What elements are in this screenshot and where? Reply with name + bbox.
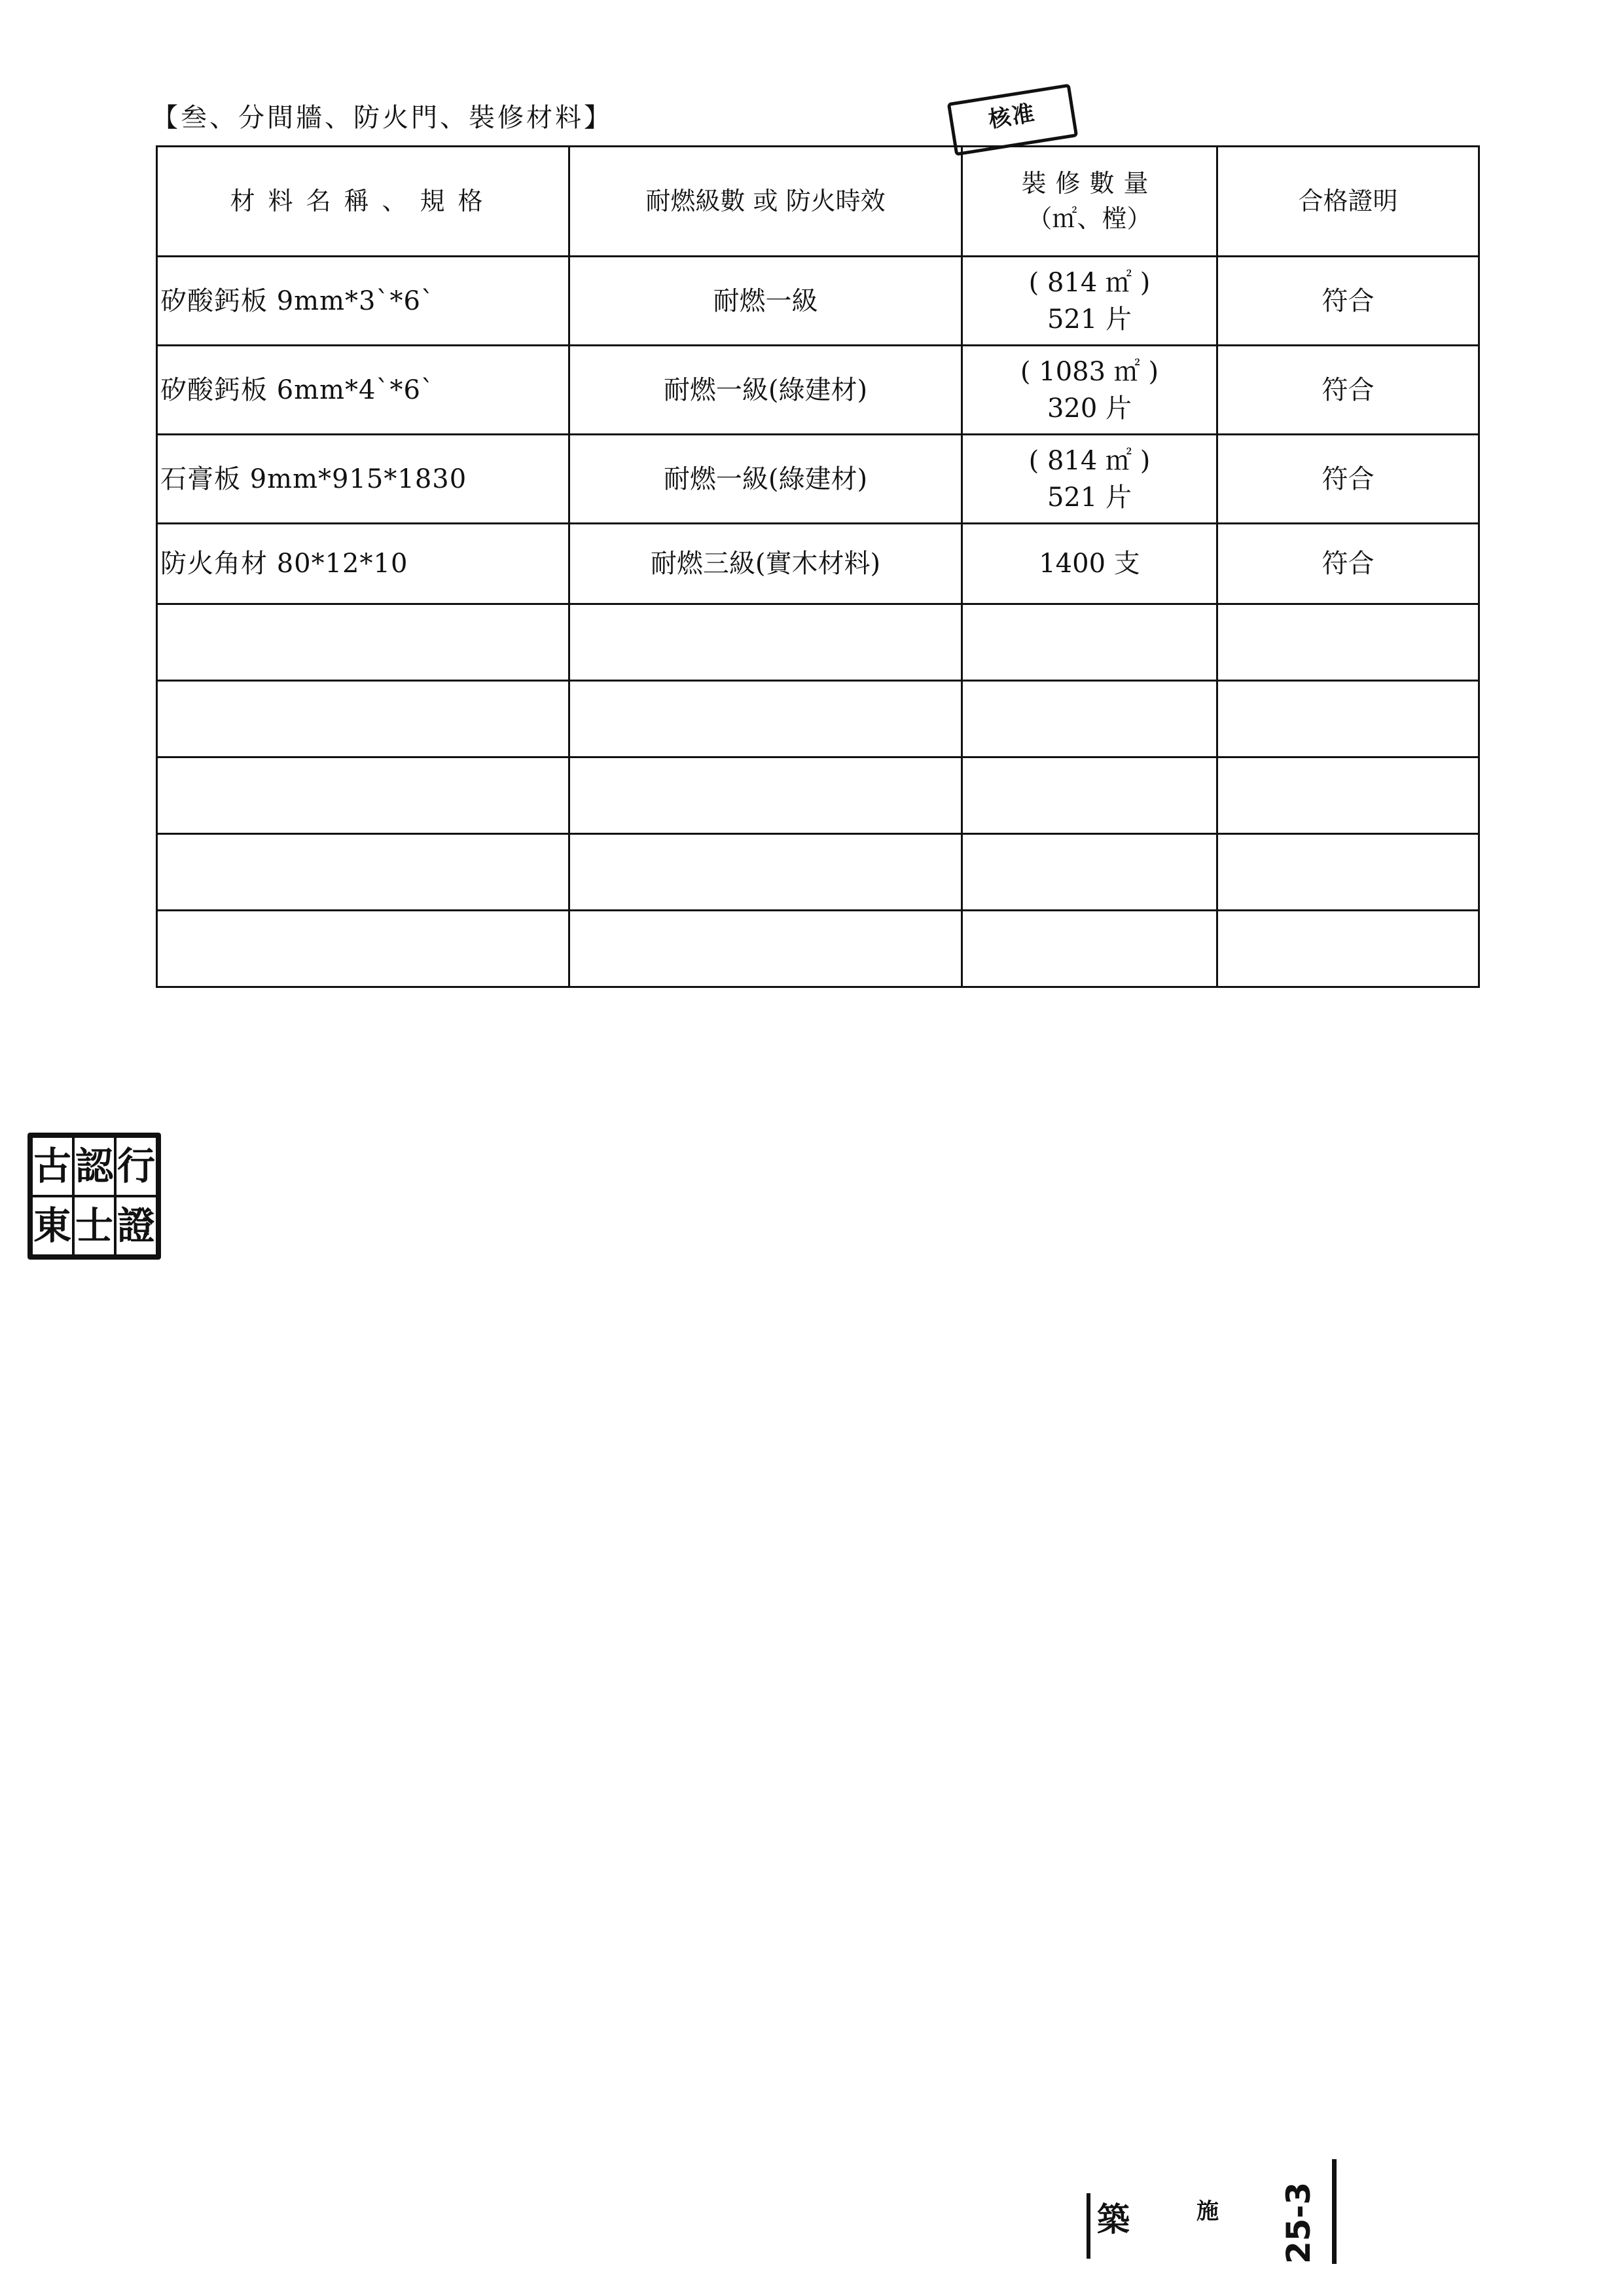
cell-certificate: 符合: [1217, 346, 1479, 435]
cell-rating: 耐燃三級(實木材料): [569, 524, 962, 604]
empty-cell: [569, 757, 962, 834]
table-row: [157, 435, 1479, 524]
cell-quantity: [962, 346, 1217, 435]
cell-quantity: [962, 435, 1217, 524]
page-code: 25-3: [1280, 2159, 1337, 2264]
empty-cell: [1217, 757, 1479, 834]
bottom-stamp-mid: 施: [1196, 2198, 1219, 2225]
cell-rating: 耐燃一級(綠建材): [569, 435, 962, 524]
cell-quantity: [962, 524, 1217, 604]
empty-row: [157, 757, 1479, 834]
empty-cell: [1217, 834, 1479, 911]
quantity-area: ( 814 ㎡ ): [1028, 267, 1151, 298]
header-quantity-title: 裝修數量: [1021, 169, 1158, 198]
section-heading: 【叁、分間牆、防火門、裝修材料】: [152, 103, 613, 133]
table-row: [157, 524, 1479, 604]
seal-char: 古: [31, 1137, 73, 1196]
empty-row: [157, 911, 1479, 987]
approval-stamp: 核准: [947, 84, 1078, 156]
header-material-name: 材料名稱、規格: [157, 147, 569, 257]
empty-cell: [1217, 604, 1479, 681]
empty-cell: [569, 911, 962, 987]
empty-cell: [962, 834, 1217, 911]
empty-cell: [157, 911, 569, 987]
cell-quantity: [962, 257, 1217, 346]
empty-cell: [962, 681, 1217, 757]
quantity-count: 521 片: [1047, 304, 1132, 335]
quantity-count: 320 片: [1047, 393, 1132, 424]
empty-cell: [157, 604, 569, 681]
cell-material: 防火角材 80*12*10: [157, 524, 569, 604]
empty-cell: [157, 834, 569, 911]
empty-row: [157, 834, 1479, 911]
architect-seal: [27, 1133, 161, 1260]
empty-cell: [569, 604, 962, 681]
cell-material: 矽酸鈣板 6mm*4`*6`: [157, 346, 569, 435]
table-row: [157, 346, 1479, 435]
header-quantity: [962, 147, 1217, 257]
empty-cell: [569, 834, 962, 911]
cell-certificate: 符合: [1217, 257, 1479, 346]
cell-certificate: 符合: [1217, 524, 1479, 604]
header-certificate: 合格證明: [1217, 147, 1479, 257]
empty-cell: [569, 681, 962, 757]
empty-cell: [962, 604, 1217, 681]
empty-cell: [1217, 911, 1479, 987]
quantity-area: ( 1083 ㎡ ): [1020, 356, 1159, 387]
cell-material: 石膏板 9mm*915*1830: [157, 435, 569, 524]
cell-certificate: 符合: [1217, 435, 1479, 524]
empty-cell: [157, 757, 569, 834]
seal-char: 證: [115, 1196, 157, 1256]
cell-rating: 耐燃一級(綠建材): [569, 346, 962, 435]
cell-material: 矽酸鈣板 9mm*3`*6`: [157, 257, 569, 346]
empty-row: [157, 681, 1479, 757]
table-row: [157, 257, 1479, 346]
empty-cell: [962, 911, 1217, 987]
quantity-area: ( 814 ㎡ ): [1028, 445, 1151, 476]
empty-cell: [962, 757, 1217, 834]
empty-cell: [157, 681, 569, 757]
materials-table: [156, 145, 1480, 988]
seal-char: 東: [31, 1196, 73, 1256]
empty-cell: [1217, 681, 1479, 757]
bottom-stamp-left: 築: [1087, 2193, 1136, 2259]
quantity-count: 521 片: [1047, 482, 1132, 513]
empty-row: [157, 604, 1479, 681]
seal-char: 認: [73, 1137, 115, 1196]
table-header-row: [157, 147, 1479, 257]
quantity-count: 1400 支: [1039, 549, 1140, 579]
cell-rating: 耐燃一級: [569, 257, 962, 346]
seal-char: 行: [115, 1137, 157, 1196]
header-fire-rating: 耐燃級數 或 防火時效: [569, 147, 962, 257]
header-quantity-unit: （㎡、樘）: [1027, 204, 1152, 233]
seal-char: 士: [73, 1196, 115, 1256]
